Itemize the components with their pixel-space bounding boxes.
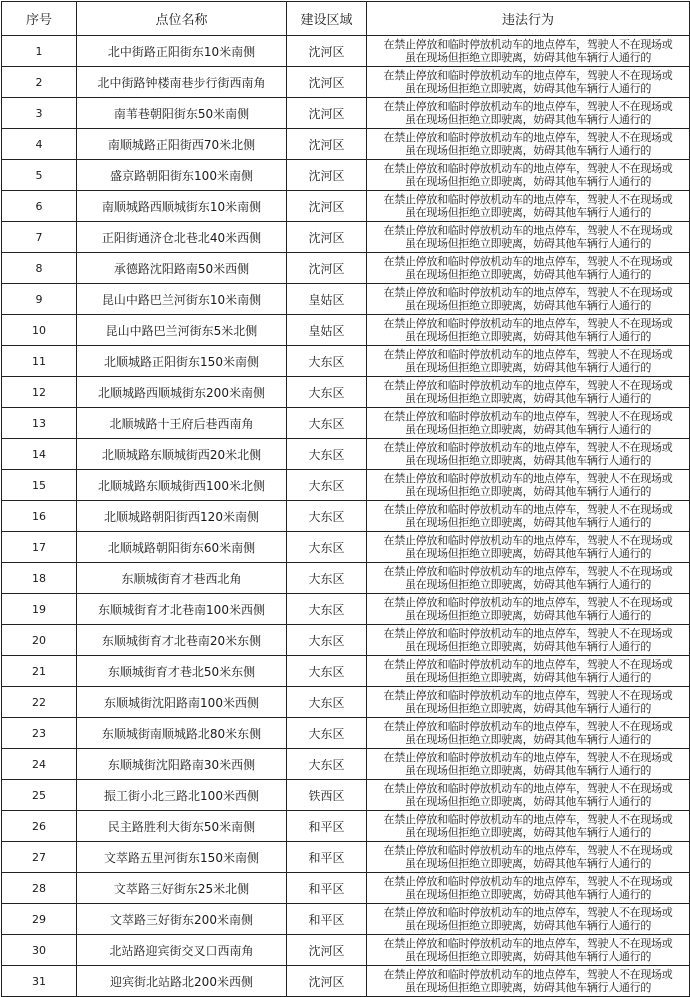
- violation-text: [367, 594, 690, 625]
- violation-line-1: 在禁止停放和临时停放机动车的地点停车，驾驶人不在现场或: [383, 565, 673, 578]
- point-name: 文萃路三好街东25米北侧: [77, 873, 287, 904]
- violation-line-1: 在禁止停放和临时停放机动车的地点停车，驾驶人不在现场或: [383, 968, 673, 981]
- point-name: 东顺城街沈阳路南100米西侧: [77, 687, 287, 718]
- violation-line-2: 虽在现场但拒绝立即驶离，妨碍其他车辆行人通行的: [404, 547, 652, 560]
- row-number: 17: [2, 532, 77, 563]
- violation-text: [367, 191, 690, 222]
- violation-line-2: 虽在现场但拒绝立即驶离，妨碍其他车辆行人通行的: [404, 919, 652, 932]
- violation-text: [367, 284, 690, 315]
- violation-text: [367, 625, 690, 656]
- row-number: 13: [2, 408, 77, 439]
- violation-line-1: 在禁止停放和临时停放机动车的地点停车，驾驶人不在现场或: [383, 596, 673, 609]
- violation-line-2: 虽在现场但拒绝立即驶离，妨碍其他车辆行人通行的: [404, 671, 652, 684]
- row-number: 27: [2, 842, 77, 873]
- violation-line-1: 在禁止停放和临时停放机动车的地点停车，驾驶人不在现场或: [383, 131, 673, 144]
- violation-text: [367, 160, 690, 191]
- violation-line-2: 虽在现场但拒绝立即驶离，妨碍其他车辆行人通行的: [404, 702, 652, 715]
- header-no: 序号: [2, 2, 77, 36]
- violation-line-1: 在禁止停放和临时停放机动车的地点停车，驾驶人不在现场或: [383, 751, 673, 764]
- violation-line-1: 在禁止停放和临时停放机动车的地点停车，驾驶人不在现场或: [383, 844, 673, 857]
- violation-line-1: 在禁止停放和临时停放机动车的地点停车，驾驶人不在现场或: [383, 627, 673, 640]
- table-row: [2, 718, 690, 749]
- violation-text: [367, 129, 690, 160]
- district: 沈河区: [287, 191, 367, 222]
- row-number: 19: [2, 594, 77, 625]
- violation-line-2: 虽在现场但拒绝立即驶离，妨碍其他车辆行人通行的: [404, 361, 652, 374]
- point-name: 东顺城街育才巷北50米东侧: [77, 656, 287, 687]
- table-row: [2, 873, 690, 904]
- district: 沈河区: [287, 253, 367, 284]
- point-name: 北中街路钟楼南巷步行街西南角: [77, 67, 287, 98]
- violation-line-1: 在禁止停放和临时停放机动车的地点停车，驾驶人不在现场或: [383, 782, 673, 795]
- table-row: [2, 532, 690, 563]
- district: 大东区: [287, 687, 367, 718]
- district: 大东区: [287, 625, 367, 656]
- table-header-row: [2, 2, 690, 36]
- violation-text: [367, 687, 690, 718]
- violation-line-1: 在禁止停放和临时停放机动车的地点停车，驾驶人不在现场或: [383, 255, 673, 268]
- district: 大东区: [287, 656, 367, 687]
- violation-text: [367, 656, 690, 687]
- district: 皇姑区: [287, 315, 367, 346]
- row-number: 20: [2, 625, 77, 656]
- row-number: 16: [2, 501, 77, 532]
- violation-text: [367, 98, 690, 129]
- district: 沈河区: [287, 222, 367, 253]
- violation-line-1: 在禁止停放和临时停放机动车的地点停车，驾驶人不在现场或: [383, 720, 673, 733]
- table-row: [2, 594, 690, 625]
- table-row: [2, 439, 690, 470]
- row-number: 8: [2, 253, 77, 284]
- violation-text: [367, 67, 690, 98]
- violation-text: [367, 873, 690, 904]
- district: 和平区: [287, 811, 367, 842]
- table-row: [2, 749, 690, 780]
- header-act: 违法行为: [367, 2, 690, 36]
- violation-line-2: 虽在现场但拒绝立即驶离，妨碍其他车辆行人通行的: [404, 423, 652, 436]
- district: 沈河区: [287, 129, 367, 160]
- violation-line-1: 在禁止停放和临时停放机动车的地点停车，驾驶人不在现场或: [383, 937, 673, 950]
- row-number: 23: [2, 718, 77, 749]
- violation-text: [367, 966, 690, 997]
- row-number: 14: [2, 439, 77, 470]
- violation-line-1: 在禁止停放和临时停放机动车的地点停车，驾驶人不在现场或: [383, 689, 673, 702]
- district: 皇姑区: [287, 284, 367, 315]
- point-name: 北顺城路东顺城街西100米北侧: [77, 470, 287, 501]
- table-row: [2, 656, 690, 687]
- violation-text: [367, 315, 690, 346]
- violation-text: [367, 749, 690, 780]
- violation-line-2: 虽在现场但拒绝立即驶离，妨碍其他车辆行人通行的: [404, 981, 652, 994]
- point-name: 北站路迎宾街交叉口西南角: [77, 935, 287, 966]
- violation-line-2: 虽在现场但拒绝立即驶离，妨碍其他车辆行人通行的: [404, 485, 652, 498]
- violation-line-2: 虽在现场但拒绝立即驶离，妨碍其他车辆行人通行的: [404, 609, 652, 622]
- violation-line-2: 虽在现场但拒绝立即驶离，妨碍其他车辆行人通行的: [404, 51, 652, 64]
- point-name: 正阳街通济仓北巷北40米西侧: [77, 222, 287, 253]
- violation-line-1: 在禁止停放和临时停放机动车的地点停车，驾驶人不在现场或: [383, 317, 673, 330]
- district: 大东区: [287, 377, 367, 408]
- row-number: 2: [2, 67, 77, 98]
- district: 沈河区: [287, 966, 367, 997]
- district: 沈河区: [287, 67, 367, 98]
- violation-text: [367, 439, 690, 470]
- point-name: 南顺城路西顺城街东10米南侧: [77, 191, 287, 222]
- row-number: 30: [2, 935, 77, 966]
- violation-text: [367, 811, 690, 842]
- table-row: [2, 687, 690, 718]
- violation-line-2: 虽在现场但拒绝立即驶离，妨碍其他车辆行人通行的: [404, 237, 652, 250]
- violation-line-1: 在禁止停放和临时停放机动车的地点停车，驾驶人不在现场或: [383, 38, 673, 51]
- violation-text: [367, 408, 690, 439]
- row-number: 22: [2, 687, 77, 718]
- district: 和平区: [287, 842, 367, 873]
- row-number: 15: [2, 470, 77, 501]
- violation-text: [367, 501, 690, 532]
- row-number: 21: [2, 656, 77, 687]
- district: 沈河区: [287, 98, 367, 129]
- violation-line-1: 在禁止停放和临时停放机动车的地点停车，驾驶人不在现场或: [383, 472, 673, 485]
- violation-line-1: 在禁止停放和临时停放机动车的地点停车，驾驶人不在现场或: [383, 348, 673, 361]
- violation-line-1: 在禁止停放和临时停放机动车的地点停车，驾驶人不在现场或: [383, 193, 673, 206]
- table-row: [2, 563, 690, 594]
- table-row: [2, 501, 690, 532]
- table-row: [2, 966, 690, 997]
- row-number: 6: [2, 191, 77, 222]
- violation-text: [367, 780, 690, 811]
- violation-line-1: 在禁止停放和临时停放机动车的地点停车，驾驶人不在现场或: [383, 658, 673, 671]
- violation-line-1: 在禁止停放和临时停放机动车的地点停车，驾驶人不在现场或: [383, 503, 673, 516]
- violation-text: [367, 935, 690, 966]
- point-name: 文萃路三好街东200米南侧: [77, 904, 287, 935]
- violation-text: [367, 532, 690, 563]
- table-row: [2, 408, 690, 439]
- district: 和平区: [287, 873, 367, 904]
- row-number: 7: [2, 222, 77, 253]
- violation-line-2: 虽在现场但拒绝立即驶离，妨碍其他车辆行人通行的: [404, 113, 652, 126]
- violation-line-2: 虽在现场但拒绝立即驶离，妨碍其他车辆行人通行的: [404, 144, 652, 157]
- row-number: 1: [2, 36, 77, 67]
- district: 大东区: [287, 718, 367, 749]
- row-number: 31: [2, 966, 77, 997]
- point-name: 东顺城街育才北巷南20米东侧: [77, 625, 287, 656]
- table-row: [2, 625, 690, 656]
- point-name: 北顺城路正阳街东150米南侧: [77, 346, 287, 377]
- district: 大东区: [287, 501, 367, 532]
- violation-line-2: 虽在现场但拒绝立即驶离，妨碍其他车辆行人通行的: [404, 268, 652, 281]
- violation-line-1: 在禁止停放和临时停放机动车的地点停车，驾驶人不在现场或: [383, 162, 673, 175]
- violation-text: [367, 377, 690, 408]
- violation-line-1: 在禁止停放和临时停放机动车的地点停车，驾驶人不在现场或: [383, 379, 673, 392]
- row-number: 24: [2, 749, 77, 780]
- table-row: [2, 253, 690, 284]
- point-name: 文萃路五里河街东150米南侧: [77, 842, 287, 873]
- violation-line-2: 虽在现场但拒绝立即驶离，妨碍其他车辆行人通行的: [404, 82, 652, 95]
- violation-line-1: 在禁止停放和临时停放机动车的地点停车，驾驶人不在现场或: [383, 100, 673, 113]
- table-row: [2, 935, 690, 966]
- district: 大东区: [287, 532, 367, 563]
- violation-text: [367, 470, 690, 501]
- violation-line-2: 虽在现场但拒绝立即驶离，妨碍其他车辆行人通行的: [404, 454, 652, 467]
- table-row: [2, 36, 690, 67]
- table-row: [2, 284, 690, 315]
- point-name: 迎宾街北站路北200米西侧: [77, 966, 287, 997]
- row-number: 29: [2, 904, 77, 935]
- district: 大东区: [287, 408, 367, 439]
- header-area: 建设区域: [287, 2, 367, 36]
- violation-line-2: 虽在现场但拒绝立即驶离，妨碍其他车辆行人通行的: [404, 888, 652, 901]
- violation-line-2: 虽在现场但拒绝立即驶离，妨碍其他车辆行人通行的: [404, 299, 652, 312]
- point-name: 昆山中路巴兰河街东5米北侧: [77, 315, 287, 346]
- row-number: 10: [2, 315, 77, 346]
- violation-line-1: 在禁止停放和临时停放机动车的地点停车，驾驶人不在现场或: [383, 224, 673, 237]
- violation-line-2: 虽在现场但拒绝立即驶离，妨碍其他车辆行人通行的: [404, 578, 652, 591]
- violation-line-2: 虽在现场但拒绝立即驶离，妨碍其他车辆行人通行的: [404, 950, 652, 963]
- table-row: [2, 98, 690, 129]
- table-row: [2, 222, 690, 253]
- district: 沈河区: [287, 935, 367, 966]
- point-name: 承德路沈阳路南50米西侧: [77, 253, 287, 284]
- district: 铁西区: [287, 780, 367, 811]
- table-row: [2, 377, 690, 408]
- row-number: 28: [2, 873, 77, 904]
- violation-line-2: 虽在现场但拒绝立即驶离，妨碍其他车辆行人通行的: [404, 392, 652, 405]
- row-number: 3: [2, 98, 77, 129]
- point-name: 东顺城街育才巷西北角: [77, 563, 287, 594]
- violation-line-1: 在禁止停放和临时停放机动车的地点停车，驾驶人不在现场或: [383, 410, 673, 423]
- point-name: 振工街小北三路北100米西侧: [77, 780, 287, 811]
- row-number: 18: [2, 563, 77, 594]
- header-name: 点位名称: [77, 2, 287, 36]
- violation-line-1: 在禁止停放和临时停放机动车的地点停车，驾驶人不在现场或: [383, 875, 673, 888]
- violation-text: [367, 563, 690, 594]
- point-name: 盛京路朝阳街东100米南侧: [77, 160, 287, 191]
- table-row: [2, 904, 690, 935]
- violation-line-2: 虽在现场但拒绝立即驶离，妨碍其他车辆行人通行的: [404, 764, 652, 777]
- violation-line-2: 虽在现场但拒绝立即驶离，妨碍其他车辆行人通行的: [404, 206, 652, 219]
- district: 大东区: [287, 346, 367, 377]
- row-number: 4: [2, 129, 77, 160]
- point-name: 南顺城路正阳街西70米北侧: [77, 129, 287, 160]
- row-number: 26: [2, 811, 77, 842]
- table-row: [2, 470, 690, 501]
- violation-line-2: 虽在现场但拒绝立即驶离，妨碍其他车辆行人通行的: [404, 175, 652, 188]
- point-name: 北中街路正阳街东10米南侧: [77, 36, 287, 67]
- violation-text: [367, 36, 690, 67]
- violation-line-2: 虽在现场但拒绝立即驶离，妨碍其他车辆行人通行的: [404, 733, 652, 746]
- table-row: [2, 780, 690, 811]
- violation-line-1: 在禁止停放和临时停放机动车的地点停车，驾驶人不在现场或: [383, 906, 673, 919]
- violation-text: [367, 222, 690, 253]
- violation-text: [367, 718, 690, 749]
- violation-points-table: [1, 1, 690, 997]
- table-row: [2, 160, 690, 191]
- table-row: [2, 842, 690, 873]
- table-row: [2, 129, 690, 160]
- point-name: 昆山中路巴兰河街东10米南侧: [77, 284, 287, 315]
- violation-line-1: 在禁止停放和临时停放机动车的地点停车，驾驶人不在现场或: [383, 534, 673, 547]
- violation-line-2: 虽在现场但拒绝立即驶离，妨碍其他车辆行人通行的: [404, 330, 652, 343]
- violation-text: [367, 842, 690, 873]
- violation-line-2: 虽在现场但拒绝立即驶离，妨碍其他车辆行人通行的: [404, 826, 652, 839]
- point-name: 北顺城路十王府后巷西南角: [77, 408, 287, 439]
- row-number: 9: [2, 284, 77, 315]
- table-row: [2, 315, 690, 346]
- point-name: 南苇巷朝阳街东50米南侧: [77, 98, 287, 129]
- point-name: 北顺城路西顺城街东200米南侧: [77, 377, 287, 408]
- violation-line-1: 在禁止停放和临时停放机动车的地点停车，驾驶人不在现场或: [383, 813, 673, 826]
- point-name: 北顺城路东顺城街西20米北侧: [77, 439, 287, 470]
- row-number: 25: [2, 780, 77, 811]
- violation-line-2: 虽在现场但拒绝立即驶离，妨碍其他车辆行人通行的: [404, 516, 652, 529]
- violation-text: [367, 346, 690, 377]
- row-number: 11: [2, 346, 77, 377]
- district: 和平区: [287, 904, 367, 935]
- point-name: 北顺城路朝阳街东60米南侧: [77, 532, 287, 563]
- table-row: [2, 346, 690, 377]
- row-number: 5: [2, 160, 77, 191]
- district: 沈河区: [287, 160, 367, 191]
- point-name: 北顺城路朝阳街西120米南侧: [77, 501, 287, 532]
- point-name: 东顺城街南顺城路北80米东侧: [77, 718, 287, 749]
- table-row: [2, 811, 690, 842]
- violation-line-2: 虽在现场但拒绝立即驶离，妨碍其他车辆行人通行的: [404, 795, 652, 808]
- district: 大东区: [287, 470, 367, 501]
- violation-line-1: 在禁止停放和临时停放机动车的地点停车，驾驶人不在现场或: [383, 69, 673, 82]
- violation-line-1: 在禁止停放和临时停放机动车的地点停车，驾驶人不在现场或: [383, 441, 673, 454]
- row-number: 12: [2, 377, 77, 408]
- district: 沈河区: [287, 36, 367, 67]
- table-row: [2, 191, 690, 222]
- district: 大东区: [287, 439, 367, 470]
- district: 大东区: [287, 563, 367, 594]
- violation-text: [367, 904, 690, 935]
- district: 大东区: [287, 594, 367, 625]
- district: 大东区: [287, 749, 367, 780]
- violation-line-2: 虽在现场但拒绝立即驶离，妨碍其他车辆行人通行的: [404, 857, 652, 870]
- point-name: 东顺城街育才北巷南100米西侧: [77, 594, 287, 625]
- table-row: [2, 67, 690, 98]
- point-name: 民主路胜利大街东50米南侧: [77, 811, 287, 842]
- violation-line-2: 虽在现场但拒绝立即驶离，妨碍其他车辆行人通行的: [404, 640, 652, 653]
- violation-text: [367, 253, 690, 284]
- point-name: 东顺城街沈阳路南30米西侧: [77, 749, 287, 780]
- violation-line-1: 在禁止停放和临时停放机动车的地点停车，驾驶人不在现场或: [383, 286, 673, 299]
